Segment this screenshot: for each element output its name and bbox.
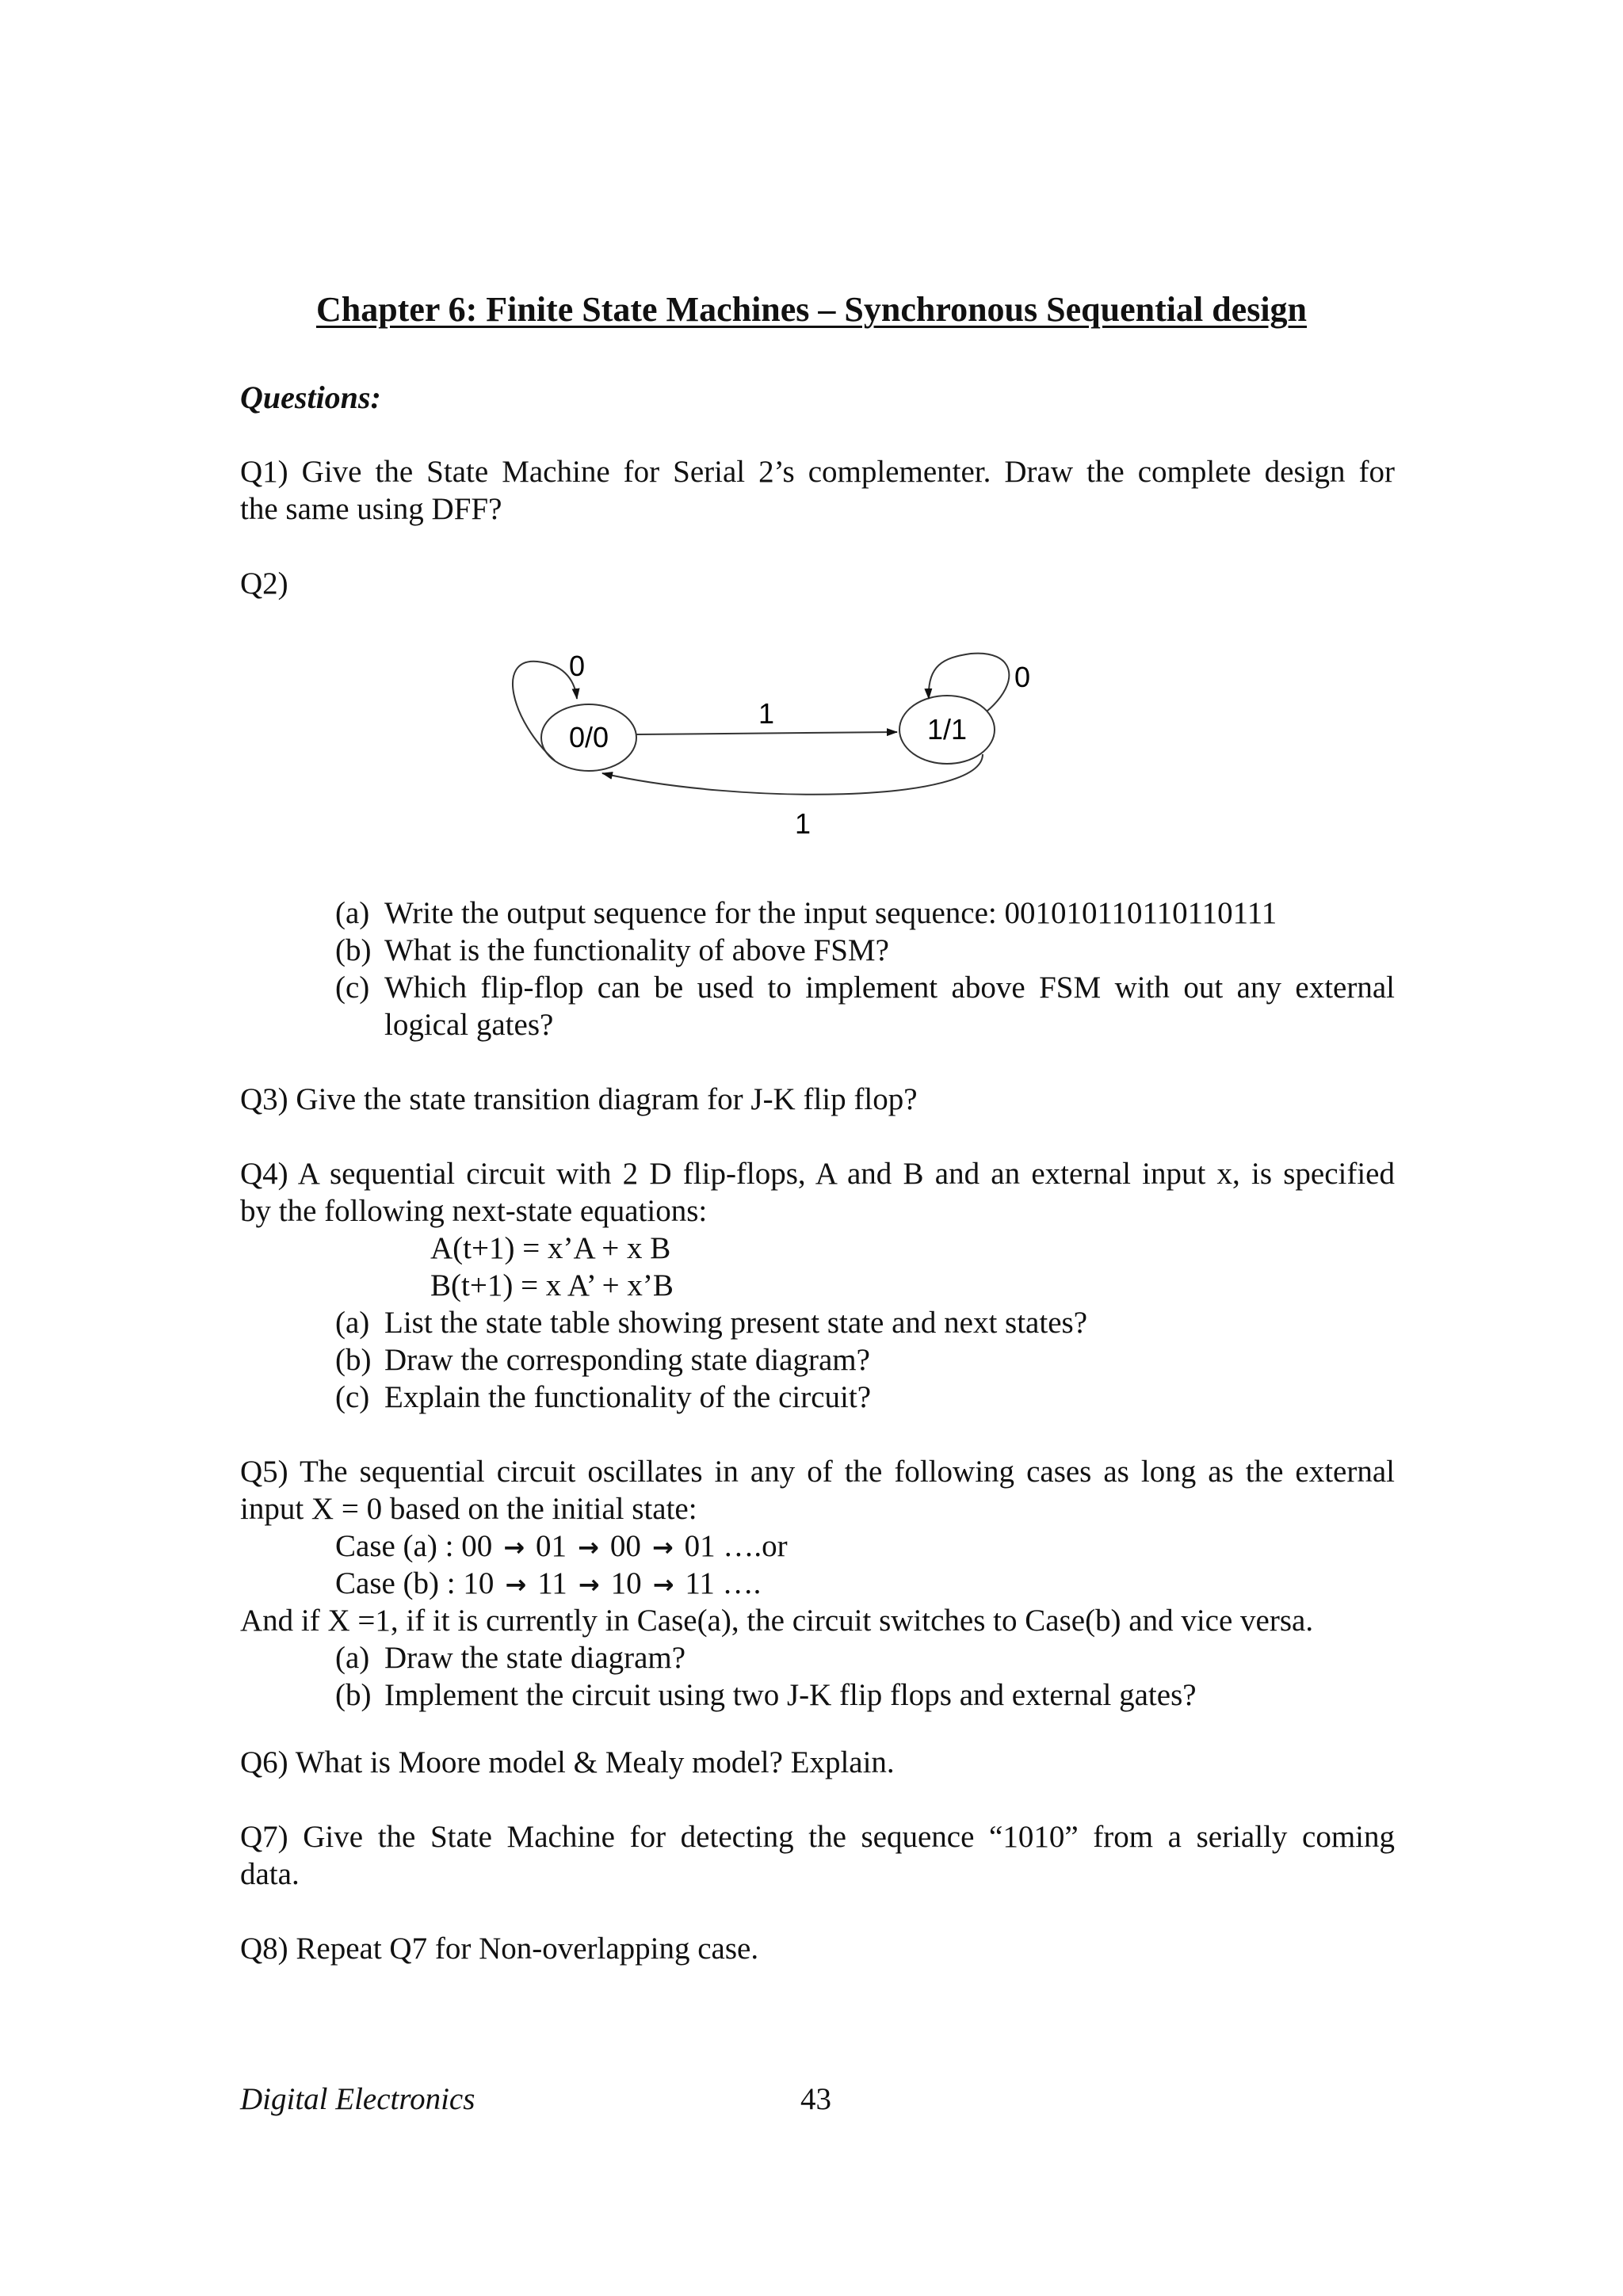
q2-item-c-text-line2: logical gates? <box>384 1008 554 1042</box>
q5-item-a <box>335 1639 1395 1676</box>
q6-text: Q6) What is Moore model & Mealy model? Explain. <box>240 1745 895 1779</box>
right-arrow-icon: → <box>652 1569 674 1600</box>
q2-item-b <box>335 932 1395 969</box>
q4-item-b-text: Draw the corresponding state diagram? <box>384 1343 870 1377</box>
q5-line2: input X = 0 based on the initial state: <box>240 1492 697 1526</box>
q4-item-a-text: List the state table showing present state and next states? <box>384 1306 1088 1340</box>
q7-line1: Q7) Give the State Machine for detecting the sequence “1010” from a serially coming <box>240 1820 1395 1854</box>
case-b-state-4: 11 …. <box>685 1566 762 1600</box>
q4-subquestions <box>335 1304 1395 1416</box>
q4-item-b-marker: (b) <box>335 1343 372 1377</box>
q4-item-b <box>335 1341 1395 1379</box>
q2-item-c-cont <box>335 1006 1395 1043</box>
case-b-state-2: 11 <box>537 1566 567 1600</box>
self-loop-b-arrow <box>929 654 1009 711</box>
q5-item-b-marker: (b) <box>335 1678 372 1712</box>
case-b-state-1: 10 <box>463 1566 495 1600</box>
q5-case-b <box>335 1565 761 1604</box>
state-1-1-label: 1/1 <box>926 713 968 746</box>
q2-item-a-marker: (a) <box>335 896 370 930</box>
q7-line2: data. <box>240 1857 300 1891</box>
self-loop-b-label: 0 <box>1014 661 1031 693</box>
right-arrow-icon: → <box>578 1532 599 1562</box>
case-a-state-4: 01 ….or <box>684 1529 788 1563</box>
q5-item-a-text: Draw the state diagram? <box>384 1641 686 1675</box>
case-b-label: Case (b) : <box>335 1566 456 1600</box>
q2-item-c-text-line1: Which flip-flop can be used to implement above FSM with out any external <box>384 971 1395 1005</box>
right-arrow-icon: → <box>651 1532 674 1562</box>
q4-equation-b: B(t+1) = x A’ + x’B <box>430 1268 674 1302</box>
q1-line2: the same using DFF? <box>240 492 502 526</box>
q2-item-a-text: Write the output sequence for the input sequence: 001010110110110111 <box>384 896 1277 930</box>
q4-equation-a: A(t+1) = x’A + x B <box>430 1231 671 1265</box>
q4-item-c <box>335 1379 1395 1416</box>
q2-item-a <box>335 894 1395 932</box>
q8-text: Q8) Repeat Q7 for Non-overlapping case. <box>240 1932 759 1966</box>
q2-item-c-marker: (c) <box>335 971 370 1005</box>
footer-book-title: Digital Electronics <box>240 2082 475 2116</box>
q4-line2: by the following next-state equations: <box>240 1194 708 1228</box>
q5-item-b <box>335 1676 1395 1714</box>
case-a-state-1: 00 <box>461 1529 493 1563</box>
q5-item-b-text: Implement the circuit using two J-K flip flops and external gates? <box>384 1678 1197 1712</box>
state-0-0-label: 0/0 <box>568 721 609 753</box>
case-b-state-3: 10 <box>610 1566 642 1600</box>
right-arrow-icon: → <box>578 1569 600 1600</box>
case-a-state-3: 00 <box>609 1529 641 1563</box>
q2-item-c <box>335 969 1395 1006</box>
q5-case-a <box>335 1527 788 1566</box>
case-a-label: Case (a) : <box>335 1529 454 1563</box>
q2-state-diagram <box>475 634 1070 864</box>
self-loop-a-label: 0 <box>568 650 586 682</box>
questions-heading: Questions: <box>240 379 381 415</box>
right-arrow-icon: → <box>503 1532 525 1562</box>
chapter-title: Chapter 6: Finite State Machines – Synchronous Sequential design <box>315 290 1308 329</box>
footer-page-number: 43 <box>800 2082 831 2116</box>
transition-b-to-a-label: 1 <box>794 807 812 840</box>
q4-item-c-marker: (c) <box>335 1380 370 1414</box>
transition-a-to-b-label: 1 <box>758 697 775 730</box>
q3-text: Q3) Give the state transition diagram for J-K flip flop? <box>240 1082 918 1116</box>
q4-item-a <box>335 1304 1395 1341</box>
q5-line3: And if X =1, if it is currently in Case(a), the circuit switches to Case(b) and vice versa. <box>240 1604 1314 1638</box>
q2-subquestions <box>335 894 1395 1043</box>
q2-label: Q2) <box>240 566 288 601</box>
q2-item-b-marker: (b) <box>335 933 372 967</box>
self-loop-a-arrow <box>513 662 577 761</box>
q2-item-b-text: What is the functionality of above FSM? <box>384 933 889 967</box>
q1-line1: Q1) Give the State Machine for Serial 2’s complementer. Draw the complete design for <box>240 455 1395 489</box>
q5-line1: Q5) The sequential circuit oscillates in any of the following cases as long as the external <box>240 1455 1395 1489</box>
q4-item-c-text: Explain the functionality of the circuit? <box>384 1380 872 1414</box>
q4-item-a-marker: (a) <box>335 1306 370 1340</box>
case-a-state-2: 01 <box>536 1529 567 1563</box>
transition-a-to-b-arrow <box>636 732 897 734</box>
q4-line1: Q4) A sequential circuit with 2 D flip-flops, A and B and an external input x, is specified <box>240 1157 1395 1191</box>
right-arrow-icon: → <box>505 1569 527 1600</box>
q5-item-a-marker: (a) <box>335 1641 370 1675</box>
q5-subquestions <box>335 1639 1395 1714</box>
